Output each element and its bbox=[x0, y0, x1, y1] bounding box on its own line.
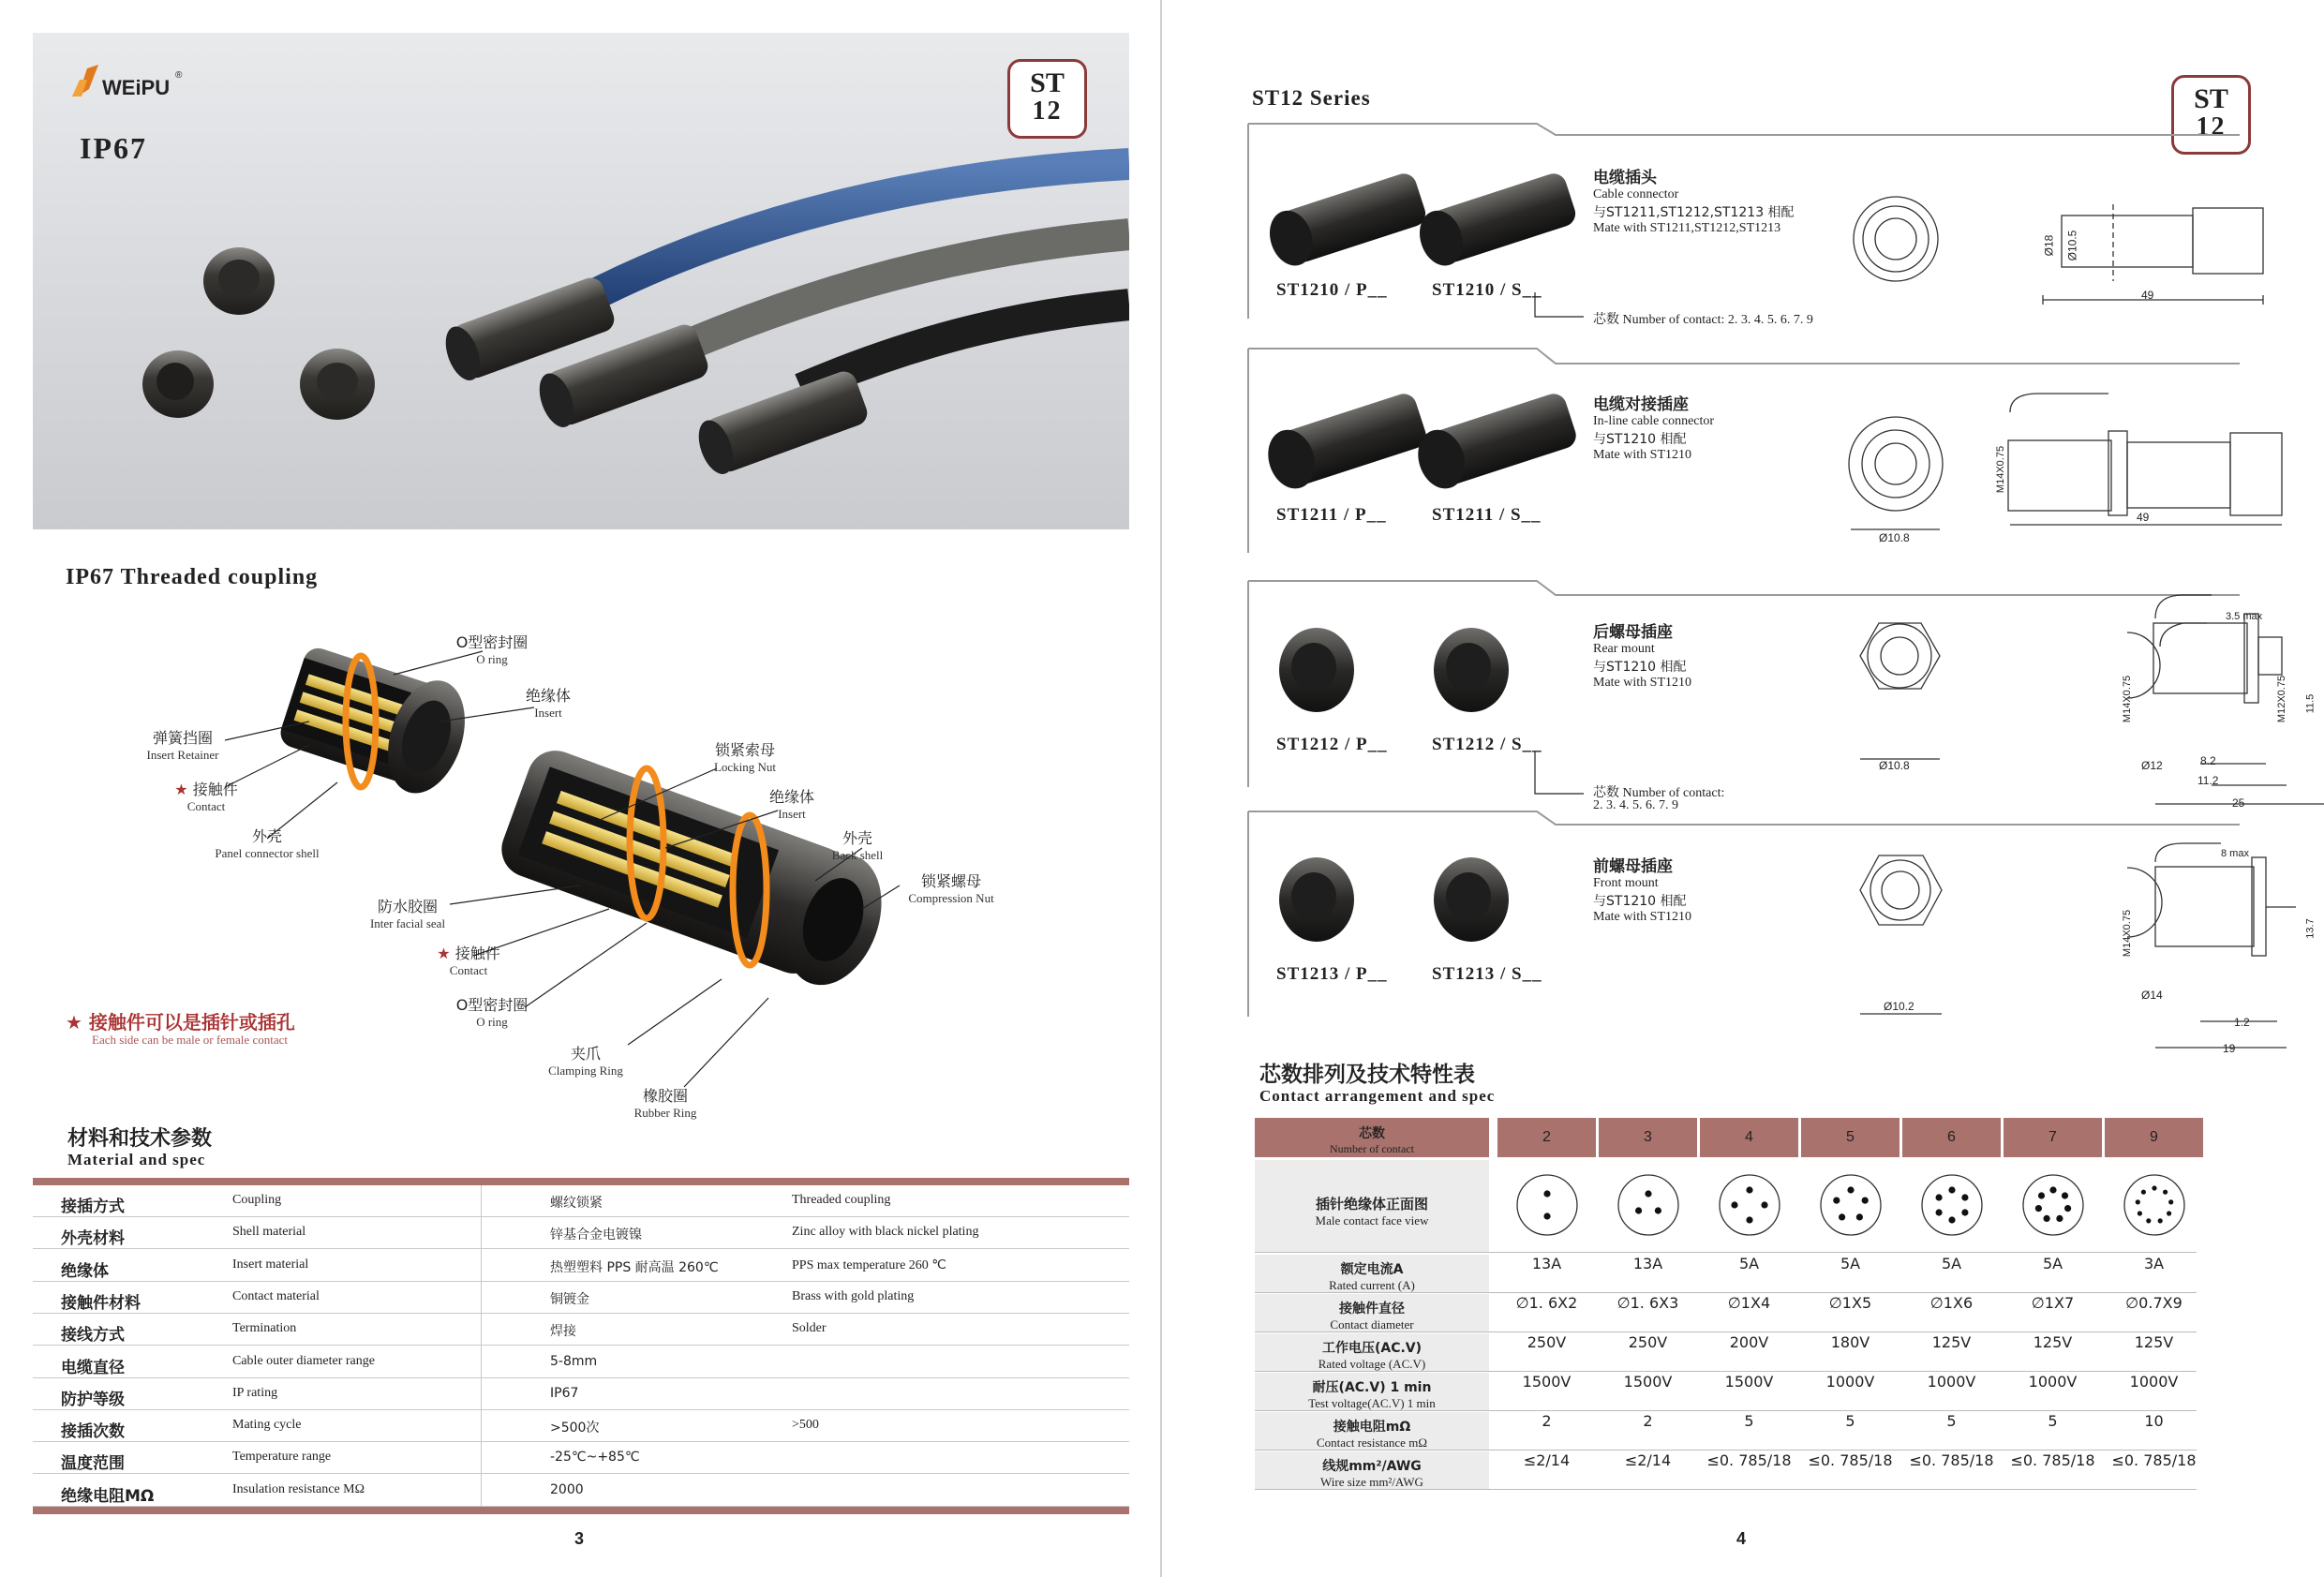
material-name-cn: 防护等级 bbox=[61, 1390, 125, 1409]
spec-header-count: 4 bbox=[1700, 1118, 1798, 1157]
product-name-male: ST1210 / P__ bbox=[1276, 280, 1388, 300]
material-name-en: Contact material bbox=[232, 1288, 320, 1303]
product-name-male: ST1211 / P__ bbox=[1276, 505, 1387, 525]
page-number-left: 3 bbox=[574, 1529, 585, 1548]
contact-pin bbox=[1961, 1194, 1968, 1200]
spec-row-cn: 接触件直径 bbox=[1339, 1302, 1405, 1317]
spec-row-cn: 额定电流A bbox=[1340, 1262, 1404, 1277]
label-rubber-ring: 橡胶圈 Rubber Ring bbox=[633, 1087, 697, 1120]
dim-8-2: 8.2 bbox=[2200, 754, 2216, 767]
contact-pin bbox=[1731, 1201, 1737, 1208]
label-panel-shell: 外壳 Panel connector shell bbox=[215, 827, 320, 860]
spec-cell: 1500V bbox=[1623, 1373, 1673, 1391]
material-name-cn: 接插次数 bbox=[61, 1422, 125, 1442]
spec-row-cn: 线规mm²/AWG bbox=[1322, 1459, 1422, 1474]
material-row bbox=[33, 1442, 1129, 1474]
material-value-cn: -25℃~+85℃ bbox=[550, 1450, 640, 1465]
material-name-en: Termination bbox=[232, 1321, 297, 1336]
material-value-cn: 焊接 bbox=[550, 1324, 576, 1340]
series-title: ST12 Series bbox=[1252, 86, 1371, 110]
product-desc-en: In-line cable connector bbox=[1593, 414, 1715, 428]
material-name-cn: 接插方式 bbox=[61, 1198, 125, 1216]
product-desc-en: Front mount bbox=[1593, 876, 1659, 890]
contact-pin bbox=[1839, 1213, 1845, 1220]
spec-cell: ∅0.7X9 bbox=[2125, 1294, 2182, 1312]
label-insert-top: 绝缘体 Insert bbox=[525, 687, 571, 720]
spec-cell: 5 bbox=[1946, 1412, 1957, 1430]
contact-pin bbox=[1746, 1186, 1752, 1193]
registered-mark: ® bbox=[175, 70, 183, 81]
spec-cell: ∅1X7 bbox=[2031, 1294, 2075, 1312]
material-row bbox=[33, 1217, 1129, 1249]
spec-row-en: Test voltage(AC.V) 1 min bbox=[1308, 1396, 1436, 1410]
spec-header-label bbox=[1255, 1118, 1489, 1157]
left-page bbox=[0, 0, 1160, 1577]
spec-cell: 250V bbox=[1527, 1333, 1567, 1351]
spec-row-en: Rated current (A) bbox=[1329, 1278, 1415, 1292]
material-value-en: Threaded coupling bbox=[792, 1193, 891, 1207]
contact-face-diagram bbox=[1616, 1172, 1681, 1238]
material-name-cn: 绝缘体 bbox=[61, 1261, 109, 1281]
dim-phi10-2: Ø10.2 bbox=[1884, 1000, 1914, 1013]
material-table-bottom-bar bbox=[33, 1507, 1129, 1514]
series-badge-left bbox=[1007, 59, 1087, 139]
material-value-cn: 螺纹锁紧 bbox=[550, 1196, 603, 1211]
contact-face-diagram bbox=[1818, 1172, 1884, 1238]
contact-face-diagram bbox=[2020, 1172, 2086, 1238]
spec-divider bbox=[1255, 1371, 2197, 1372]
dim-11-2: 11.2 bbox=[2197, 774, 2219, 787]
spec-cell: ∅1X5 bbox=[1828, 1294, 1872, 1312]
material-value-en: >500 bbox=[792, 1418, 819, 1433]
spec-cell: 13A bbox=[1632, 1255, 1663, 1272]
spec-header-count: 7 bbox=[2004, 1118, 2102, 1157]
contact-pin bbox=[1543, 1213, 1550, 1219]
contact-pin bbox=[1655, 1207, 1661, 1213]
contact-pin bbox=[2152, 1185, 2156, 1190]
spec-cell: 2 bbox=[1542, 1412, 1552, 1430]
label-compression-nut: 锁紧螺母 Compression Nut bbox=[908, 872, 994, 905]
spec-cell: ≤2/14 bbox=[1624, 1451, 1672, 1469]
spec-row-label bbox=[1255, 1373, 1489, 1410]
spec-row-label bbox=[1255, 1333, 1489, 1371]
contact-pin bbox=[1635, 1207, 1642, 1213]
weipu-flame-icon bbox=[70, 61, 102, 98]
spec-divider bbox=[1255, 1252, 2197, 1253]
spec-cell: 3A bbox=[2143, 1255, 2165, 1272]
spec-row-cn: 接触电阻mΩ bbox=[1333, 1420, 1411, 1435]
dim-m14-a: M14X0.75 bbox=[1995, 445, 2007, 494]
dim-19: 19 bbox=[2223, 1042, 2236, 1055]
dim-1-2: 1.2 bbox=[2234, 1016, 2250, 1029]
material-value-cn: 铜镀金 bbox=[550, 1291, 589, 1307]
spec-cell: 1000V bbox=[1825, 1373, 1875, 1391]
material-title-cn: 材料和技术参数 bbox=[67, 1127, 213, 1151]
spec-row-label bbox=[1255, 1294, 1489, 1332]
spec-row-cn: 耐压(AC.V) 1 min bbox=[1312, 1380, 1432, 1395]
contact-pin bbox=[2064, 1205, 2071, 1212]
spec-title-cn: 芯数排列及技术特性表 bbox=[1259, 1063, 1475, 1087]
page-number-right: 4 bbox=[1736, 1529, 1747, 1548]
contact-pin bbox=[1847, 1186, 1854, 1193]
contact-pin bbox=[1746, 1216, 1752, 1223]
material-value-en: Solder bbox=[792, 1321, 827, 1336]
material-name-cn: 接触件材料 bbox=[61, 1293, 141, 1313]
brand-name: WEiPU bbox=[102, 76, 171, 99]
spec-header-count: 2 bbox=[1497, 1118, 1596, 1157]
contact-pin bbox=[1856, 1213, 1863, 1220]
spec-cell: 5 bbox=[2048, 1412, 2058, 1430]
material-row bbox=[33, 1346, 1129, 1378]
contact-face-diagram bbox=[2122, 1172, 2187, 1238]
hero-photo bbox=[33, 33, 1129, 529]
right-page bbox=[1162, 0, 2324, 1577]
product-desc-cn: 后螺母插座 bbox=[1593, 623, 1673, 642]
material-value-cn: 2000 bbox=[550, 1481, 584, 1497]
spec-cell: ≤2/14 bbox=[1523, 1451, 1571, 1469]
product-desc-cn: 前螺母插座 bbox=[1593, 857, 1673, 876]
spec-row-label bbox=[1255, 1412, 1489, 1450]
contact-pin bbox=[2167, 1211, 2171, 1215]
contact-count-note: 芯数 Number of contact: bbox=[1593, 786, 1725, 800]
spec-cell: ∅1. 6X2 bbox=[1515, 1294, 1578, 1312]
spec-cell: ∅1X4 bbox=[1727, 1294, 1771, 1312]
contact-pin bbox=[1833, 1198, 1840, 1204]
label-contact-top: ★ 接触件 Contact bbox=[174, 781, 238, 813]
product-desc-cn: 电缆对接插座 bbox=[1593, 395, 1689, 414]
spec-cell: 1500V bbox=[1724, 1373, 1774, 1391]
material-name-en: Mating cycle bbox=[232, 1418, 302, 1433]
weipu-logo bbox=[70, 61, 258, 117]
material-value-cn: 锌基合金电镀镍 bbox=[550, 1227, 642, 1243]
spec-face-cn: 插针绝缘体正面图 bbox=[1315, 1196, 1428, 1213]
product-desc-cn: 电缆插头 bbox=[1593, 169, 1657, 187]
dim-phi14: Ø14 bbox=[2141, 989, 2163, 1002]
material-row bbox=[33, 1185, 1129, 1217]
label-clamping-ring: 夹爪 Clamping Ring bbox=[548, 1045, 623, 1078]
material-name-en: Shell material bbox=[232, 1225, 306, 1240]
spec-cell: 125V bbox=[2134, 1333, 2174, 1351]
contact-pin bbox=[2138, 1211, 2142, 1215]
product-desc-mate-en: Mate with ST1210 bbox=[1593, 910, 1691, 924]
spec-cell: 180V bbox=[1830, 1333, 1870, 1351]
label-o-ring-top: O型密封圈 O ring bbox=[455, 633, 529, 666]
spec-cell: ≤0. 785/18 bbox=[2111, 1451, 2197, 1469]
product-name-female: ST1210 / S__ bbox=[1432, 280, 1542, 300]
label-insert-retainer: 弹簧挡圈 Insert Retainer bbox=[146, 729, 219, 762]
spec-row-en: Rated voltage (AC.V) bbox=[1318, 1357, 1426, 1371]
spec-row-en: Wire size mm²/AWG bbox=[1320, 1475, 1423, 1489]
material-name-cn: 温度范围 bbox=[61, 1454, 125, 1474]
product-desc-mate-en: Mate with ST1211,ST1212,ST1213 bbox=[1593, 221, 1781, 235]
material-name-cn: 绝缘电阻MΩ bbox=[61, 1486, 155, 1506]
spec-header-count: 9 bbox=[2105, 1118, 2203, 1157]
dim-13-7: 13.7 bbox=[2304, 918, 2317, 939]
contact-pin bbox=[1543, 1190, 1550, 1197]
badge-line2: 12 bbox=[1032, 97, 1063, 126]
contact-pin bbox=[1936, 1209, 1943, 1215]
product-name-female: ST1211 / S__ bbox=[1432, 505, 1542, 525]
spec-row-label bbox=[1255, 1255, 1489, 1292]
contact-face-diagram bbox=[1919, 1172, 1985, 1238]
material-value-en: PPS max temperature 260 ℃ bbox=[792, 1257, 947, 1272]
spec-header-count: 6 bbox=[1902, 1118, 2001, 1157]
dim-49-a: 49 bbox=[2141, 289, 2154, 302]
spec-cell: 5A bbox=[1941, 1255, 1962, 1272]
contact-pin bbox=[2038, 1192, 2045, 1198]
ip67-rating: IP67 bbox=[80, 131, 147, 165]
contact-face-diagram bbox=[1514, 1172, 1580, 1238]
spec-divider bbox=[1255, 1489, 2197, 1490]
badge-line1: ST bbox=[2194, 83, 2228, 114]
spec-row-cn: 工作电压(AC.V) bbox=[1321, 1341, 1423, 1356]
dim-phi18: Ø18 bbox=[2042, 234, 2056, 257]
spec-cell: 5 bbox=[1744, 1412, 1754, 1430]
product-desc-mate-en: Mate with ST1210 bbox=[1593, 448, 1691, 462]
dim-8max: 8 max bbox=[2221, 848, 2249, 859]
spec-header-en: Number of contact bbox=[1330, 1142, 1414, 1155]
label-contact-bottom: ★ 接触件 Contact bbox=[437, 945, 500, 977]
contact-pin bbox=[1761, 1201, 1767, 1208]
spec-header-count: 5 bbox=[1801, 1118, 1899, 1157]
contact-pin bbox=[1948, 1216, 1955, 1223]
contact-pin bbox=[2056, 1215, 2063, 1222]
spec-cell: 5A bbox=[1738, 1255, 1760, 1272]
contact-note-en: Each side can be male or female contact bbox=[92, 1033, 288, 1047]
material-row bbox=[33, 1410, 1129, 1442]
spec-cell: 125V bbox=[2033, 1333, 2073, 1351]
spec-cell: 5A bbox=[2042, 1255, 2063, 1272]
material-table-top-bar bbox=[33, 1178, 1129, 1185]
badge-line2: 12 bbox=[2196, 112, 2227, 141]
contact-pin bbox=[1862, 1198, 1869, 1204]
material-value-en: Brass with gold plating bbox=[792, 1288, 915, 1303]
material-row bbox=[33, 1314, 1129, 1346]
spec-divider bbox=[1255, 1450, 2197, 1451]
spec-row-label bbox=[1255, 1451, 1489, 1489]
dim-phi10-8-a: Ø10.8 bbox=[1879, 531, 1910, 544]
product-desc-mate-cn: 与ST1210 相配 bbox=[1593, 660, 1687, 675]
dim-phi10-8-b: Ø10.8 bbox=[1879, 759, 1910, 772]
product-desc-en: Rear mount bbox=[1593, 642, 1655, 656]
material-row bbox=[33, 1282, 1129, 1314]
product-name-female: ST1212 / S__ bbox=[1432, 735, 1542, 754]
spec-divider bbox=[1255, 1292, 2197, 1293]
spec-cell: 125V bbox=[1931, 1333, 1972, 1351]
contact-pin bbox=[2035, 1205, 2042, 1212]
spec-face-en: Male contact face view bbox=[1315, 1213, 1429, 1227]
material-table-divider bbox=[481, 1185, 482, 1507]
contact-pin bbox=[2141, 1190, 2146, 1195]
contact-pin bbox=[1936, 1194, 1943, 1200]
material-value-cn: >500次 bbox=[550, 1421, 600, 1436]
spec-cell: ≤0. 785/18 bbox=[1808, 1451, 1893, 1469]
contact-note: ★ 接触件可以是插针或插孔 bbox=[66, 1011, 295, 1034]
contact-count-note: 芯数 Number of contact: 2. 3. 4. 5. 6. 7. 9 bbox=[1593, 313, 1813, 327]
material-name-en: Insulation resistance MΩ bbox=[232, 1481, 365, 1496]
dim-phi10-5: Ø10.5 bbox=[2065, 230, 2079, 261]
spec-cell: 1000V bbox=[2129, 1373, 2179, 1391]
product-desc-en: Cable connector bbox=[1593, 187, 1679, 201]
spec-cell: ∅1. 6X3 bbox=[1616, 1294, 1679, 1312]
dim-m14-c: M14X0.75 bbox=[2122, 909, 2134, 958]
product-desc-mate-cn: 与ST1210 相配 bbox=[1593, 894, 1687, 909]
spec-cell: 13A bbox=[1531, 1255, 1562, 1272]
dim-m14-b: M14X0.75 bbox=[2122, 675, 2134, 723]
material-name-en: Insert material bbox=[232, 1257, 309, 1272]
product-name-female: ST1213 / S__ bbox=[1432, 964, 1542, 984]
spec-cell: 200V bbox=[1729, 1333, 1769, 1351]
dim-m12: M12X0.75 bbox=[2276, 675, 2288, 723]
contact-pin bbox=[2044, 1215, 2050, 1222]
material-name-cn: 外壳材料 bbox=[61, 1229, 125, 1249]
spec-cell: 5A bbox=[1840, 1255, 1861, 1272]
material-name-en: Coupling bbox=[232, 1193, 282, 1207]
contact-pin bbox=[1948, 1186, 1955, 1193]
spec-cell: 10 bbox=[2144, 1412, 2164, 1430]
contact-pin bbox=[1645, 1190, 1651, 1197]
dim-3-5max: 3.5 max bbox=[2226, 611, 2263, 622]
spec-header-cn: 芯数 bbox=[1359, 1126, 1385, 1141]
spec-cell: 1000V bbox=[1927, 1373, 1976, 1391]
dim-25: 25 bbox=[2232, 796, 2245, 810]
spec-cell: ∅1X6 bbox=[1929, 1294, 1974, 1312]
product-name-male: ST1212 / P__ bbox=[1276, 735, 1388, 754]
contact-pin bbox=[2146, 1218, 2151, 1223]
spec-cell: ≤0. 785/18 bbox=[1706, 1451, 1792, 1469]
material-row bbox=[33, 1475, 1129, 1507]
spec-divider bbox=[1255, 1410, 2197, 1411]
material-name-en: Temperature range bbox=[232, 1450, 332, 1465]
contact-pin bbox=[1961, 1209, 1968, 1215]
contact-pin bbox=[2136, 1199, 2140, 1204]
label-insert-mid: 绝缘体 Insert bbox=[768, 788, 814, 821]
badge-line1: ST bbox=[1030, 67, 1065, 98]
product-desc-mate-cn: 与ST1211,ST1212,ST1213 相配 bbox=[1593, 205, 1795, 220]
material-value-en: Zinc alloy with black nickel plating bbox=[792, 1225, 979, 1240]
material-row bbox=[33, 1378, 1129, 1410]
material-title-en: Material and spec bbox=[67, 1151, 206, 1168]
material-name-en: Cable outer diameter range bbox=[232, 1353, 375, 1368]
contact-pin bbox=[2158, 1218, 2163, 1223]
section-title-coupling: IP67 Threaded coupling bbox=[66, 565, 319, 589]
material-name-en: IP rating bbox=[232, 1385, 278, 1400]
label-locking-nut: 锁紧索母 Locking Nut bbox=[713, 741, 777, 774]
spec-cell: ≤0. 785/18 bbox=[1909, 1451, 1994, 1469]
spec-label-face bbox=[1255, 1160, 1489, 1252]
contact-count-values: 2. 3. 4. 5. 6. 7. 9 bbox=[1593, 798, 1678, 812]
label-back-shell: 外壳 Back shell bbox=[831, 829, 884, 862]
spec-row-en: Contact diameter bbox=[1330, 1317, 1414, 1332]
dim-49-b: 49 bbox=[2137, 511, 2150, 524]
dim-phi12: Ø12 bbox=[2141, 759, 2163, 772]
material-value-cn: 热塑塑料 PPS 耐高温 260℃ bbox=[550, 1259, 719, 1275]
material-value-cn: 5-8mm bbox=[550, 1353, 598, 1369]
product-name-male: ST1213 / P__ bbox=[1276, 964, 1388, 984]
material-value-cn: IP67 bbox=[550, 1385, 579, 1401]
material-row bbox=[33, 1250, 1129, 1282]
spec-cell: 250V bbox=[1628, 1333, 1668, 1351]
spec-cell: 1000V bbox=[2028, 1373, 2078, 1391]
product-desc-mate-en: Mate with ST1210 bbox=[1593, 676, 1691, 690]
spec-cell: 5 bbox=[1845, 1412, 1855, 1430]
contact-pin bbox=[2168, 1199, 2173, 1204]
spec-header-count: 3 bbox=[1599, 1118, 1697, 1157]
label-o-ring-bottom: O型密封圈 O ring bbox=[455, 996, 529, 1029]
product-desc-mate-cn: 与ST1210 相配 bbox=[1593, 432, 1687, 447]
spec-cell: ≤0. 785/18 bbox=[2010, 1451, 2095, 1469]
dim-11-5: 11.5 bbox=[2304, 693, 2317, 714]
spec-title-en: Contact arrangement and spec bbox=[1259, 1087, 1496, 1105]
contact-face-diagram bbox=[1717, 1172, 1782, 1238]
material-name-cn: 接线方式 bbox=[61, 1326, 125, 1346]
spec-cell: 1500V bbox=[1522, 1373, 1572, 1391]
contact-pin bbox=[2049, 1186, 2056, 1193]
contact-pin bbox=[2163, 1190, 2168, 1195]
material-name-cn: 电缆直径 bbox=[61, 1358, 125, 1377]
spec-row-en: Contact resistance mΩ bbox=[1317, 1436, 1427, 1450]
spec-cell: 2 bbox=[1643, 1412, 1653, 1430]
contact-pin bbox=[2062, 1192, 2068, 1198]
label-inter-seal: 防水胶圈 Inter facial seal bbox=[369, 898, 446, 930]
